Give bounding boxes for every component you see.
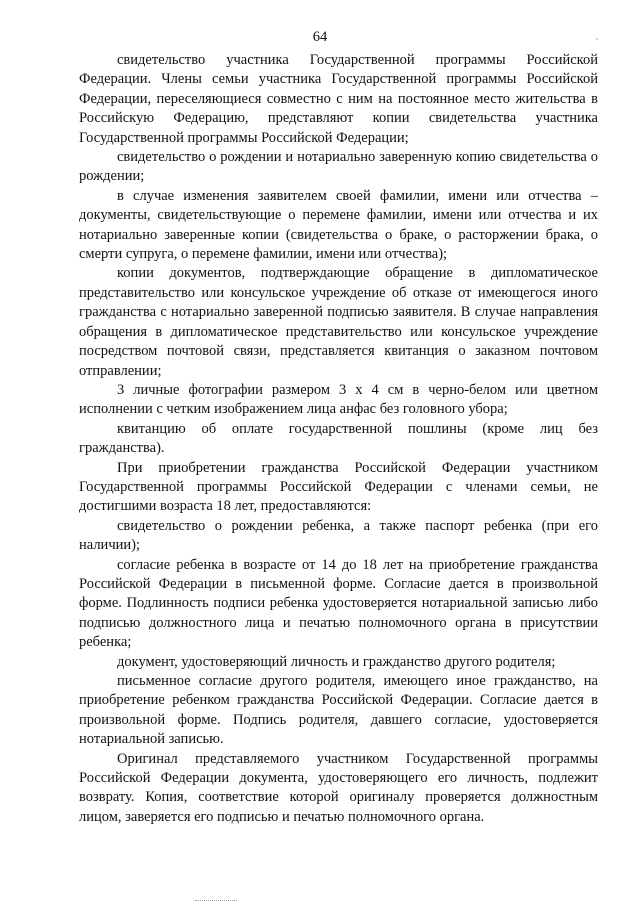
paragraph-family-members-intro: При приобретении гражданства Российской Федерации участником Государственной программы Российской Федерации с членами семьи, не достигшими возраста 18 лет, предоставляются: xyxy=(79,459,598,515)
paragraph-other-parent-id: документ, удостоверяющий личность и гражданство другого родителя; xyxy=(117,653,556,670)
paragraph-child-birth-certificate: свидетельство о рождении ребенка, а также паспорт ребенка (при его наличии); xyxy=(79,517,598,554)
scan-footer-mark xyxy=(195,900,237,902)
paragraph-participant-certificate: свидетельство участника Государственной программы Российской Федерации. Члены семьи участника Государственной программы Российской Федерации, переселяющиеся совместно с ним на постоянное место жительства в Российскую Федерацию, представляют копии свидетельства участника Государственной программы Российской Федерации; xyxy=(79,52,598,146)
page-number: 64 xyxy=(312,29,328,45)
paragraph-original-return: Оригинал представляемого участником Государственной программы Российской Федерации документа, удостоверяющего его личность, подлежит возврату. Копия, соответствие которой оригиналу проверяется должностным лицом, заверяется его подписью и печатью полномочного органа. xyxy=(79,750,598,825)
paragraph-photos: 3 личные фотографии размером 3 х 4 см в черно-белом или цветном исполнении с четким изображением лица анфас без головного убора; xyxy=(79,381,598,418)
paragraph-name-change: в случае изменения заявителем своей фамилии, имени или отчества – документы, свидетельствующие о перемене фамилии, имени или отчества и их нотариально заверенные копии (свидетельства о браке, о расторжении брака, о смерти супруга, о перемене фамилии, имени или отчества); xyxy=(79,187,598,263)
document-body xyxy=(79,51,598,827)
paragraph-other-parent-consent: письменное согласие другого родителя, имеющего иное гражданство, на приобретение ребенком гражданства Российской Федерации. Согласие дается в произвольной форме. Подпись родителя, давшего согласие, удостоверяется нотариальной записью. xyxy=(79,673,598,748)
paragraph-birth-certificate: свидетельство о рождении и нотариально заверенную копию свидетельства о рождении; xyxy=(79,149,598,185)
paragraph-renunciation-copies: копии документов, подтверждающие обращение в дипломатическое представительство или консульское учреждение об отказе от имеющегося иного гражданства с нотариально заверенной подписью заявителя. В случае направления обращения в дипломатическое представительство или консульское учреждение посредством почтовой связи, представляется квитанция о заказном почтовом отправлении; xyxy=(79,265,598,379)
paragraph-child-consent: согласие ребенка в возрасте от 14 до 18 лет на приобретение гражданства Российской Федерации в письменной форме. Согласие дается в произвольной форме. Подлинность подписи ребенка удостоверяется нотариальной записью либо подписью должностного лица и печатью полномочного органа в присутствии ребенка; xyxy=(79,556,598,651)
paragraph-fee-receipt: квитанцию об оплате государственной пошлины (кроме лиц без гражданства). xyxy=(79,420,598,457)
